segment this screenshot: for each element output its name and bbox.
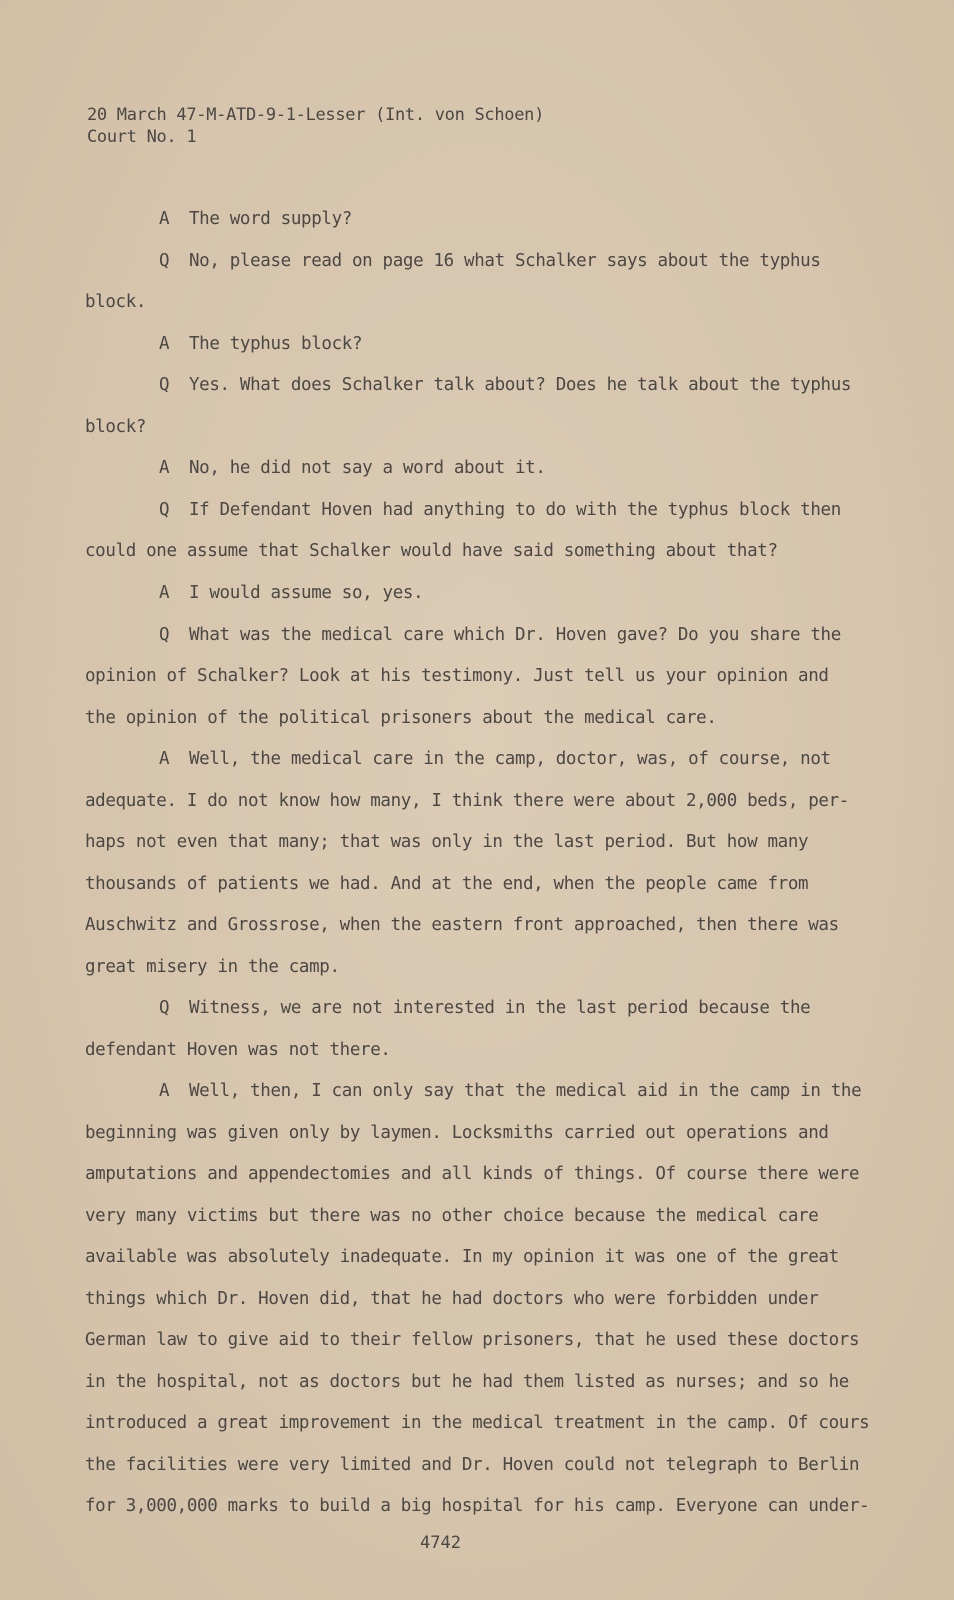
transcript-line: things which Dr. Hoven did, that he had doctors who were forbidden under xyxy=(85,1289,819,1309)
speaker-label: A xyxy=(159,334,170,354)
transcript-line: German law to give aid to their fellow prisoners, that he used these doctors xyxy=(85,1330,860,1350)
transcript-line: Yes. What does Schalker talk about? Does he talk about the typhus xyxy=(189,375,852,395)
transcript-line: If Defendant Hoven had anything to do with the typhus block then xyxy=(189,500,841,520)
speaker-label: Q xyxy=(159,625,170,645)
transcript-line: The word supply? xyxy=(189,209,352,229)
speaker-label: A xyxy=(159,749,170,769)
transcript-line: great misery in the camp. xyxy=(85,957,340,977)
transcript-line: very many victims but there was no other choice because the medical care xyxy=(85,1206,819,1226)
transcript-line: available was absolutely inadequate. In my opinion it was one of the great xyxy=(85,1247,839,1267)
transcript-line: amputations and appendectomies and all kinds of things. Of course there were xyxy=(85,1164,860,1184)
speaker-label: A xyxy=(159,1081,170,1101)
transcript-line: in the hospital, not as doctors but he had them listed as nurses; and so he xyxy=(85,1372,849,1392)
transcript-line: Well, then, I can only say that the medical aid in the camp in the xyxy=(189,1081,862,1101)
transcript-line: block? xyxy=(85,417,147,437)
transcript-line: haps not even that many; that was only in the last period. But how many xyxy=(85,832,809,852)
transcript-line: thousands of patients we had. And at the end, when the people came from xyxy=(85,874,809,894)
transcript-line: The typhus block? xyxy=(189,334,363,354)
header-court-line: Court No. 1 xyxy=(87,127,197,147)
speaker-label: Q xyxy=(159,998,170,1018)
transcript-line: beginning was given only by laymen. Locksmiths carried out operations and xyxy=(85,1123,829,1143)
transcript-line: adequate. I do not know how many, I think there were about 2,000 beds, per- xyxy=(85,791,849,811)
transcript-line: opinion of Schalker? Look at his testimony. Just tell us your opinion and xyxy=(85,666,829,686)
transcript-line: the facilities were very limited and Dr. Hoven could not telegraph to Berlin xyxy=(85,1455,860,1475)
speaker-label: A xyxy=(159,583,170,603)
speaker-label: A xyxy=(159,458,170,478)
header-reference-line: 20 March 47-M-ATD-9-1-Lesser (Int. von Schoen) xyxy=(87,105,545,125)
transcript-line: What was the medical care which Dr. Hoven gave? Do you share the xyxy=(189,625,841,645)
transcript-line: defendant Hoven was not there. xyxy=(85,1040,391,1060)
transcript-line: Witness, we are not interested in the last period because the xyxy=(189,998,811,1018)
transcript-line: could one assume that Schalker would have said something about that? xyxy=(85,541,778,561)
speaker-label: A xyxy=(159,209,170,229)
transcript-line: No, he did not say a word about it. xyxy=(189,458,546,478)
transcript-line: No, please read on page 16 what Schalker says about the typhus xyxy=(189,251,821,271)
document-header xyxy=(87,104,544,148)
transcript-line: for 3,000,000 marks to build a big hospital for his camp. Everyone can under- xyxy=(85,1496,870,1516)
transcript-line: the opinion of the political prisoners about the medical care. xyxy=(85,708,717,728)
speaker-label: Q xyxy=(159,500,170,520)
transcript-line: Well, the medical care in the camp, doctor, was, of course, not xyxy=(189,749,831,769)
transcript-line: I would assume so, yes. xyxy=(189,583,424,603)
transcript-line: introduced a great improvement in the medical treatment in the camp. Of cours xyxy=(85,1413,870,1433)
speaker-label: Q xyxy=(159,251,170,271)
page-number: 4742 xyxy=(420,1533,461,1553)
transcript-line: block. xyxy=(85,292,147,312)
transcript-line: Auschwitz and Grossrose, when the eastern front approached, then there was xyxy=(85,915,839,935)
speaker-label: Q xyxy=(159,375,170,395)
